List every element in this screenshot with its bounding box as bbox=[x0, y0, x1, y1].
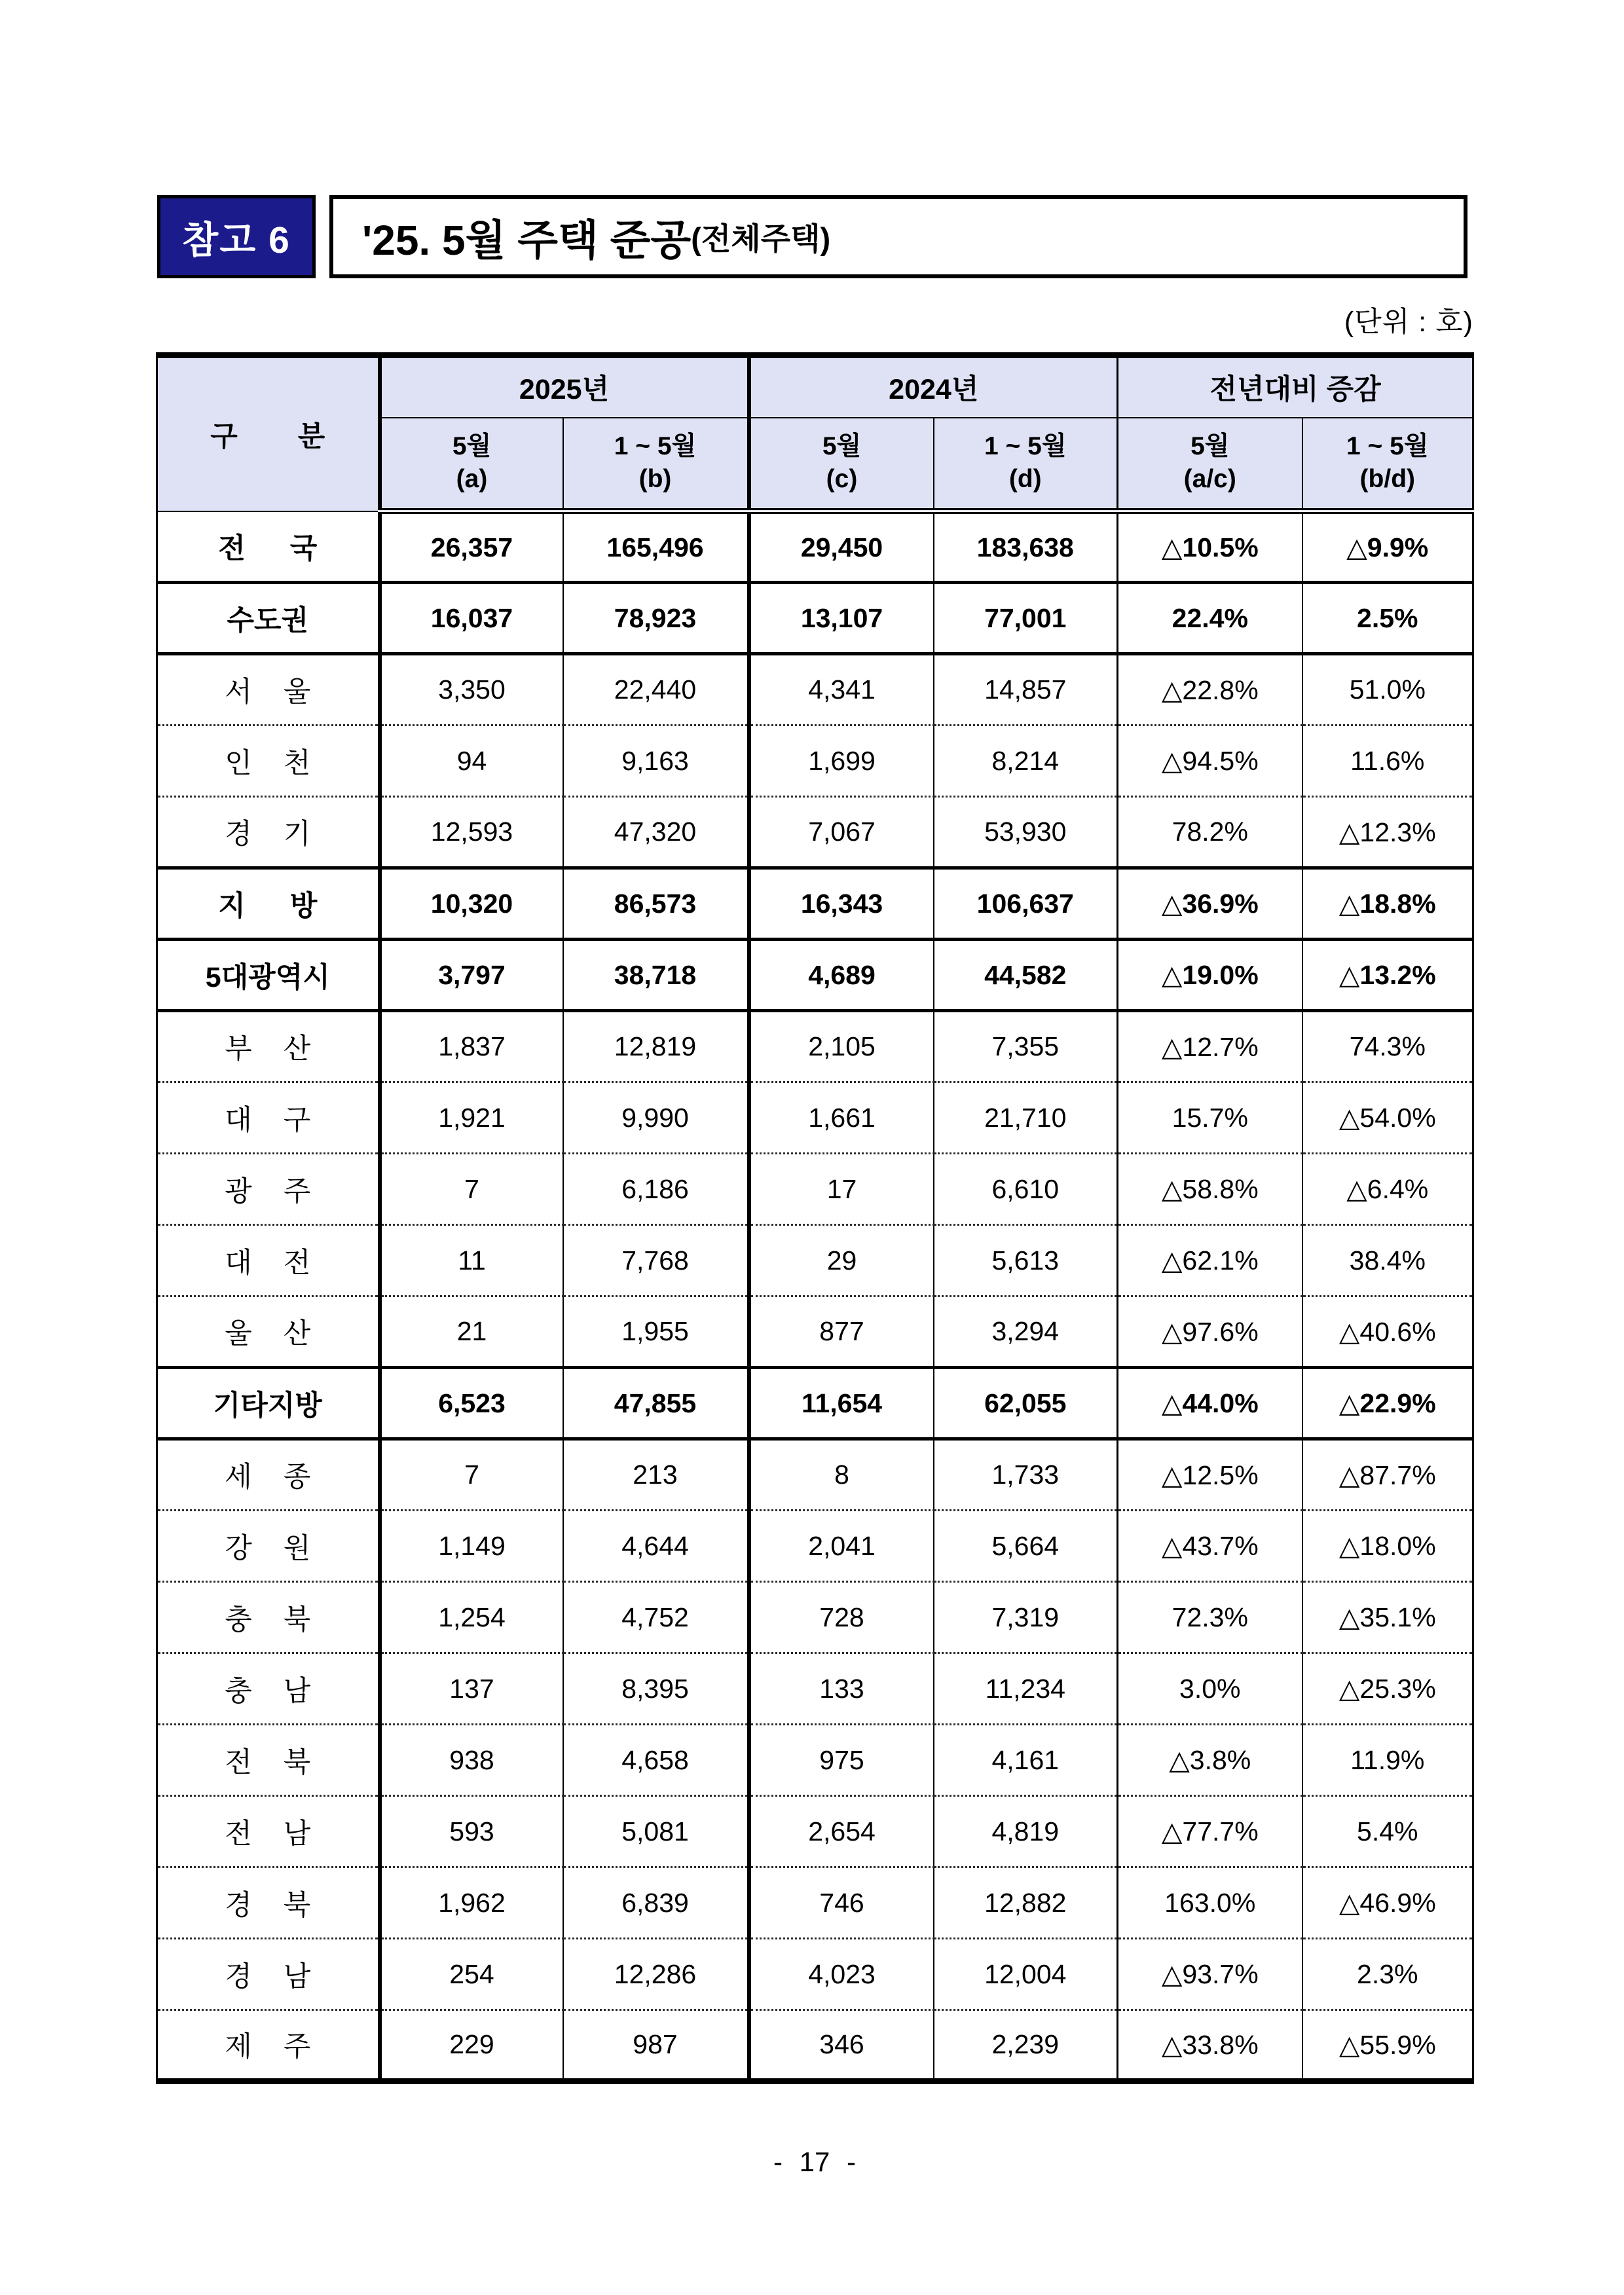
table-row bbox=[157, 1725, 1473, 1796]
value-2024-may: 11,654 bbox=[749, 1368, 934, 1439]
value-change-may: 163.0% bbox=[1118, 1867, 1302, 1939]
value-2025-may: 10,320 bbox=[380, 868, 563, 940]
value-2025-jan-may: 7,768 bbox=[563, 1225, 749, 1296]
value-2024-jan-may: 8,214 bbox=[934, 725, 1118, 797]
value-change-jan-may: △12.3% bbox=[1302, 797, 1473, 868]
value-2024-may: 17 bbox=[749, 1154, 934, 1225]
page-title: '25. 5월 주택 준공 bbox=[362, 216, 692, 264]
header-group-row bbox=[157, 356, 1473, 418]
value-2024-jan-may: 2,239 bbox=[934, 2010, 1118, 2082]
header-group-yoy-change: 전년대비 증감 bbox=[1118, 356, 1473, 418]
value-2025-jan-may: 8,395 bbox=[563, 1653, 749, 1725]
value-2024-may: 2,041 bbox=[749, 1511, 934, 1582]
value-change-jan-may: △9.9% bbox=[1302, 511, 1473, 583]
value-2024-jan-may: 3,294 bbox=[934, 1296, 1118, 1368]
housing-completion-table bbox=[156, 352, 1474, 2084]
table-body bbox=[157, 511, 1473, 2082]
header-col-ac bbox=[1118, 418, 1302, 511]
value-2024-jan-may: 5,613 bbox=[934, 1225, 1118, 1296]
value-2024-jan-may: 7,319 bbox=[934, 1582, 1118, 1653]
region-label: 제 주 bbox=[157, 2010, 380, 2082]
header-col-bd bbox=[1302, 418, 1473, 511]
header-group-2025: 2025년 bbox=[380, 356, 749, 418]
header-col-b-period: 1 ~ 5월 bbox=[614, 431, 697, 460]
value-change-jan-may: △18.0% bbox=[1302, 1511, 1473, 1582]
value-2025-jan-may: 47,855 bbox=[563, 1368, 749, 1439]
value-2024-may: 4,341 bbox=[749, 654, 934, 725]
table-row bbox=[157, 1154, 1473, 1225]
region-label: 세 종 bbox=[157, 1439, 380, 1511]
value-change-may: △22.8% bbox=[1118, 654, 1302, 725]
table-row bbox=[157, 1582, 1473, 1653]
region-label: 전 남 bbox=[157, 1796, 380, 1867]
header-col-a bbox=[380, 418, 563, 511]
value-2024-may: 133 bbox=[749, 1653, 934, 1725]
table-row bbox=[157, 1011, 1473, 1082]
region-label: 광 주 bbox=[157, 1154, 380, 1225]
region-label: 경 기 bbox=[157, 797, 380, 868]
value-2025-jan-may: 4,752 bbox=[563, 1582, 749, 1653]
value-2025-may: 94 bbox=[380, 725, 563, 797]
header-col-b bbox=[563, 418, 749, 511]
value-2025-may: 593 bbox=[380, 1796, 563, 1867]
header-col-ac-key: (a/c) bbox=[1183, 465, 1236, 494]
value-2024-may: 2,105 bbox=[749, 1011, 934, 1082]
header-col-a-key: (a) bbox=[456, 465, 488, 494]
value-2024-jan-may: 62,055 bbox=[934, 1368, 1118, 1439]
header-col-d-key: (d) bbox=[1008, 465, 1042, 494]
value-2025-jan-may: 9,990 bbox=[563, 1082, 749, 1154]
value-change-may: △36.9% bbox=[1118, 868, 1302, 940]
value-2024-jan-may: 11,234 bbox=[934, 1653, 1118, 1725]
value-2025-may: 1,962 bbox=[380, 1867, 563, 1939]
value-2024-jan-may: 12,882 bbox=[934, 1867, 1118, 1939]
value-change-jan-may: △87.7% bbox=[1302, 1439, 1473, 1511]
value-change-may: △94.5% bbox=[1118, 725, 1302, 797]
value-change-jan-may: △46.9% bbox=[1302, 1867, 1473, 1939]
value-2025-jan-may: 12,819 bbox=[563, 1011, 749, 1082]
region-label: 충 북 bbox=[157, 1582, 380, 1653]
value-2025-may: 16,037 bbox=[380, 583, 563, 654]
value-2024-may: 877 bbox=[749, 1296, 934, 1368]
value-change-jan-may: △18.8% bbox=[1302, 868, 1473, 940]
region-label: 5대광역시 bbox=[157, 940, 380, 1011]
value-2024-jan-may: 14,857 bbox=[934, 654, 1118, 725]
header-col-bd-key: (b/d) bbox=[1359, 465, 1416, 494]
table-row bbox=[157, 511, 1473, 583]
value-2025-jan-may: 38,718 bbox=[563, 940, 749, 1011]
table-row bbox=[157, 1296, 1473, 1368]
value-change-jan-may: △55.9% bbox=[1302, 2010, 1473, 2082]
value-change-jan-may: △22.9% bbox=[1302, 1368, 1473, 1439]
value-2024-may: 8 bbox=[749, 1439, 934, 1511]
value-change-may: △58.8% bbox=[1118, 1154, 1302, 1225]
value-change-jan-may: 51.0% bbox=[1302, 654, 1473, 725]
value-2025-may: 137 bbox=[380, 1653, 563, 1725]
value-2024-jan-may: 53,930 bbox=[934, 797, 1118, 868]
region-label: 울 산 bbox=[157, 1296, 380, 1368]
header-col-c-period: 5월 bbox=[822, 431, 862, 460]
value-2025-jan-may: 9,163 bbox=[563, 725, 749, 797]
region-label: 기타지방 bbox=[157, 1368, 380, 1439]
value-2025-jan-may: 987 bbox=[563, 2010, 749, 2082]
value-change-may: △97.6% bbox=[1118, 1296, 1302, 1368]
value-2024-jan-may: 77,001 bbox=[934, 583, 1118, 654]
table-row bbox=[157, 1867, 1473, 1939]
value-2024-jan-may: 4,819 bbox=[934, 1796, 1118, 1867]
value-2025-jan-may: 22,440 bbox=[563, 654, 749, 725]
value-2025-may: 6,523 bbox=[380, 1368, 563, 1439]
value-change-may: 15.7% bbox=[1118, 1082, 1302, 1154]
unit-label: (단위 : 호) bbox=[1344, 306, 1473, 338]
value-2024-jan-may: 44,582 bbox=[934, 940, 1118, 1011]
value-2025-may: 254 bbox=[380, 1939, 563, 2010]
value-2025-jan-may: 78,923 bbox=[563, 583, 749, 654]
value-2025-jan-may: 47,320 bbox=[563, 797, 749, 868]
region-label: 서 울 bbox=[157, 654, 380, 725]
title-box bbox=[329, 195, 1467, 278]
value-2024-jan-may: 21,710 bbox=[934, 1082, 1118, 1154]
value-change-jan-may: 2.5% bbox=[1302, 583, 1473, 654]
value-change-may: △12.5% bbox=[1118, 1439, 1302, 1511]
value-2024-may: 4,689 bbox=[749, 940, 934, 1011]
value-change-may: △19.0% bbox=[1118, 940, 1302, 1011]
value-change-jan-may: 11.9% bbox=[1302, 1725, 1473, 1796]
value-2024-may: 29,450 bbox=[749, 511, 934, 583]
value-2025-jan-may: 6,839 bbox=[563, 1867, 749, 1939]
value-2025-jan-may: 86,573 bbox=[563, 868, 749, 940]
value-change-may: △43.7% bbox=[1118, 1511, 1302, 1582]
table-row bbox=[157, 1225, 1473, 1296]
value-change-may: △93.7% bbox=[1118, 1939, 1302, 2010]
value-2024-jan-may: 106,637 bbox=[934, 868, 1118, 940]
value-change-jan-may: 2.3% bbox=[1302, 1939, 1473, 2010]
region-label: 인 천 bbox=[157, 725, 380, 797]
value-2025-may: 1,149 bbox=[380, 1511, 563, 1582]
value-2024-jan-may: 5,664 bbox=[934, 1511, 1118, 1582]
value-2025-jan-may: 4,644 bbox=[563, 1511, 749, 1582]
value-2024-may: 7,067 bbox=[749, 797, 934, 868]
value-2025-jan-may: 12,286 bbox=[563, 1939, 749, 2010]
value-2024-may: 16,343 bbox=[749, 868, 934, 940]
value-change-jan-may: △54.0% bbox=[1302, 1082, 1473, 1154]
region-label: 충 남 bbox=[157, 1653, 380, 1725]
region-label: 전 국 bbox=[157, 511, 380, 583]
value-2025-may: 1,254 bbox=[380, 1582, 563, 1653]
value-2025-may: 11 bbox=[380, 1225, 563, 1296]
value-change-jan-may: 74.3% bbox=[1302, 1011, 1473, 1082]
header-col-bd-period: 1 ~ 5월 bbox=[1346, 431, 1429, 460]
header-col-c bbox=[749, 418, 934, 511]
value-2024-may: 1,699 bbox=[749, 725, 934, 797]
value-change-may: △77.7% bbox=[1118, 1796, 1302, 1867]
region-label: 수도권 bbox=[157, 583, 380, 654]
value-change-jan-may: 38.4% bbox=[1302, 1225, 1473, 1296]
value-2024-jan-may: 6,610 bbox=[934, 1154, 1118, 1225]
value-change-jan-may: 11.6% bbox=[1302, 725, 1473, 797]
value-change-may: △10.5% bbox=[1118, 511, 1302, 583]
value-change-jan-may: △35.1% bbox=[1302, 1582, 1473, 1653]
table-row bbox=[157, 2010, 1473, 2082]
reference-badge bbox=[157, 195, 316, 278]
value-2025-may: 7 bbox=[380, 1439, 563, 1511]
value-2025-may: 229 bbox=[380, 2010, 563, 2082]
region-label: 강 원 bbox=[157, 1511, 380, 1582]
value-2024-may: 4,023 bbox=[749, 1939, 934, 2010]
table-row bbox=[157, 725, 1473, 797]
value-2025-jan-may: 6,186 bbox=[563, 1154, 749, 1225]
table-row bbox=[157, 797, 1473, 868]
region-label: 경 남 bbox=[157, 1939, 380, 2010]
value-2025-may: 12,593 bbox=[380, 797, 563, 868]
page-number: - 17 - bbox=[773, 2146, 857, 2177]
table-row bbox=[157, 654, 1473, 725]
value-2025-jan-may: 165,496 bbox=[563, 511, 749, 583]
value-2025-may: 21 bbox=[380, 1296, 563, 1368]
value-2024-may: 29 bbox=[749, 1225, 934, 1296]
header-col-d-period: 1 ~ 5월 bbox=[984, 431, 1067, 460]
value-change-jan-may: △13.2% bbox=[1302, 940, 1473, 1011]
value-change-may: △12.7% bbox=[1118, 1011, 1302, 1082]
value-2025-may: 1,837 bbox=[380, 1011, 563, 1082]
value-change-may: △44.0% bbox=[1118, 1368, 1302, 1439]
value-change-jan-may: △25.3% bbox=[1302, 1653, 1473, 1725]
value-2025-may: 26,357 bbox=[380, 511, 563, 583]
table-row bbox=[157, 1439, 1473, 1511]
value-change-jan-may: △6.4% bbox=[1302, 1154, 1473, 1225]
header-col-c-key: (c) bbox=[826, 465, 858, 494]
header-col-d bbox=[934, 418, 1118, 511]
value-2025-may: 1,921 bbox=[380, 1082, 563, 1154]
value-2024-may: 13,107 bbox=[749, 583, 934, 654]
value-change-may: △33.8% bbox=[1118, 2010, 1302, 2082]
table-row bbox=[157, 1796, 1473, 1867]
region-label: 부 산 bbox=[157, 1011, 380, 1082]
header-col-ac-period: 5월 bbox=[1190, 431, 1230, 460]
value-2025-jan-may: 4,658 bbox=[563, 1725, 749, 1796]
table-row bbox=[157, 583, 1473, 654]
value-2025-jan-may: 1,955 bbox=[563, 1296, 749, 1368]
header-col-a-period: 5월 bbox=[452, 431, 492, 460]
value-change-may: △62.1% bbox=[1118, 1225, 1302, 1296]
reference-badge-label: 참고 6 bbox=[182, 219, 291, 261]
value-2024-jan-may: 4,161 bbox=[934, 1725, 1118, 1796]
value-2025-may: 7 bbox=[380, 1154, 563, 1225]
region-label: 지 방 bbox=[157, 868, 380, 940]
table-row bbox=[157, 940, 1473, 1011]
value-2024-jan-may: 7,355 bbox=[934, 1011, 1118, 1082]
value-change-may: △3.8% bbox=[1118, 1725, 1302, 1796]
value-change-may: 78.2% bbox=[1118, 797, 1302, 868]
header-corner-gubun: 구 분 bbox=[157, 356, 380, 511]
value-2024-may: 1,661 bbox=[749, 1082, 934, 1154]
value-change-may: 3.0% bbox=[1118, 1653, 1302, 1725]
value-2024-may: 728 bbox=[749, 1582, 934, 1653]
table-row bbox=[157, 1939, 1473, 2010]
table-row bbox=[157, 868, 1473, 940]
header-group-2024: 2024년 bbox=[749, 356, 1118, 418]
region-label: 경 북 bbox=[157, 1867, 380, 1939]
value-2024-may: 2,654 bbox=[749, 1796, 934, 1867]
header-col-b-key: (b) bbox=[638, 465, 672, 494]
table-row bbox=[157, 1653, 1473, 1725]
value-change-may: 72.3% bbox=[1118, 1582, 1302, 1653]
table-row bbox=[157, 1511, 1473, 1582]
value-2024-may: 346 bbox=[749, 2010, 934, 2082]
value-2024-jan-may: 183,638 bbox=[934, 511, 1118, 583]
value-change-may: 22.4% bbox=[1118, 583, 1302, 654]
value-2025-may: 3,797 bbox=[380, 940, 563, 1011]
table-row bbox=[157, 1368, 1473, 1439]
value-2025-may: 938 bbox=[380, 1725, 563, 1796]
value-2024-jan-may: 1,733 bbox=[934, 1439, 1118, 1511]
region-label: 전 북 bbox=[157, 1725, 380, 1796]
value-change-jan-may: 5.4% bbox=[1302, 1796, 1473, 1867]
value-2025-jan-may: 5,081 bbox=[563, 1796, 749, 1867]
value-2024-may: 746 bbox=[749, 1867, 934, 1939]
value-change-jan-may: △40.6% bbox=[1302, 1296, 1473, 1368]
value-2025-may: 3,350 bbox=[380, 654, 563, 725]
value-2025-jan-may: 213 bbox=[563, 1439, 749, 1511]
page-title-suffix: (전체주택) bbox=[691, 221, 831, 256]
table-header bbox=[157, 356, 1473, 511]
region-label: 대 구 bbox=[157, 1082, 380, 1154]
value-2024-jan-may: 12,004 bbox=[934, 1939, 1118, 2010]
region-label: 대 전 bbox=[157, 1225, 380, 1296]
table-row bbox=[157, 1082, 1473, 1154]
value-2024-may: 975 bbox=[749, 1725, 934, 1796]
